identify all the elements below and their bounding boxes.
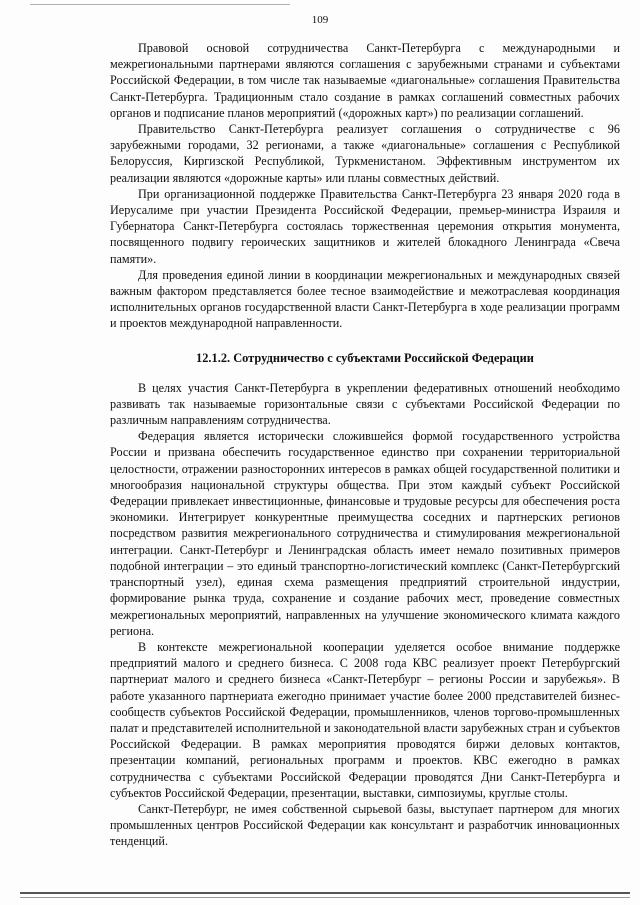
paragraph-jerusalem-ceremony: При организационной поддержке Правительства Санкт-Петербурга 23 января 2020 года в Иерусалиме при участии Президента Российской Федерации, премьер-министра Израиля и Губернатора Санкт-Петербурга состоялась торжественная церемония открытия монумента, посвященного подвигу героических защитников и жителей блокадного Ленинграда «Свеча памяти».	[110, 186, 620, 266]
scan-bottom-rule	[20, 892, 630, 894]
page-number: 109	[311, 14, 329, 26]
paragraph-federation: Федерация является исторически сложившейся формой государственного устройства России и призвана обеспечить государственное единство при сохранении территориальной целостности, отражении разносторонних интересов в рамках общей государственной политики и многообразия национальной структуры общества. При этом каждый субъект Российской Федерации привлекает инвестиционные, финансовые и трудовые ресурсы для обеспечения роста экономики. Интегрирует конкурентные преимущества соседних и партнерских регионов посредством развития межрегионального сотрудничества и стимулирования межрегиональной интеграции. Санкт-Петербург и Ленинградская область имеет немало позитивных примеров подобной интеграции – это единый транспортно-логистический комплекс (Санкт-Петербургский транспортный узел), единая схема размещения предприятий строительной индустрии, формирование рынка труда, сохранение и создание рабочих мест, проведение совместных межрегиональных мероприятий, направленных на улучшение экономического климата каждого региона.	[110, 429, 620, 638]
paragraph-legal-basis: Правовой основой сотрудничества Санкт-Петербурга с международными и межрегиональными партнерами являются соглашения с зарубежными странами и субъектами Российской Федерации, в том числе так называемые «диагональные» соглашения Правительства Санкт-Петербурга. Традиционным стало создание в рамках соглашений совместных рабочих органов и подписание планов мероприятий («дорожных карт») по реализации соглашений.	[110, 41, 620, 120]
paragraph-agreements: Правительство Санкт-Петербурга реализует соглашения о сотрудничестве с 96 зарубежными городами, 32 регионами, а также «диагональные» соглашения с Республикой Белоруссия, Киргизской Республикой, Туркменистаном. Эффективным инструментом их реализации являются «дорожные карты» или планы совместных действий.	[110, 122, 620, 185]
section-heading: 12.1.2. Сотрудничество с субъектами Российской Федерации	[196, 350, 534, 365]
scan-top-rule	[30, 4, 290, 5]
page-body	[110, 40, 620, 850]
scan-bottom-rule-thin	[20, 897, 630, 898]
paragraph-horizontal-ties: В целях участия Санкт-Петербурга в укреплении федеративных отношений необходимо развивать так называемые горизонтальные связи с субъектами Российской Федерации по различным направлениям сотрудничества.	[110, 380, 620, 428]
paragraph-coordination: Для проведения единой линии в координации межрегиональных и международных связей важным фактором представляется более тесное взаимодействие и межотраслевая координация исполнительных органов государственной власти Санкт-Петербурга в ходе реализации программ и проектов международной направленности.	[110, 267, 620, 331]
paragraph-small-business: В контексте межрегиональной кооперации уделяется особое внимание поддержке предприятий малого и среднего бизнеса. С 2008 года КВС реализует проект Петербургский партнериат малого и среднего бизнеса «Санкт-Петербург – регионы России и зарубежья». В работе указанного партнериата ежегодно принимает участие более 2000 представителей бизнес-сообществ субъектов Российской Федерации, промышленников, членов торгово-промышленных палат и представителей исполнительной и законодательной власти зарубежных стран и субъектов Российской Федерации. В рамках мероприятия проводятся биржи деловых контактов, презентации компаний, региональных программ и проектов. КВС ежегодно в рамках сотрудничества с субъектами Российской Федерации проводятся Дни Санкт-Петербурга и субъектов Российской Федерации, презентации, выставки, симпозиумы, круглые столы.	[110, 639, 620, 800]
paragraph-innovation-partner: Санкт-Петербург, не имея собственной сырьевой базы, выступает партнером для многих промышленных центров Российской Федерации как консультант и разработчик инновационных тенденций.	[110, 801, 620, 849]
